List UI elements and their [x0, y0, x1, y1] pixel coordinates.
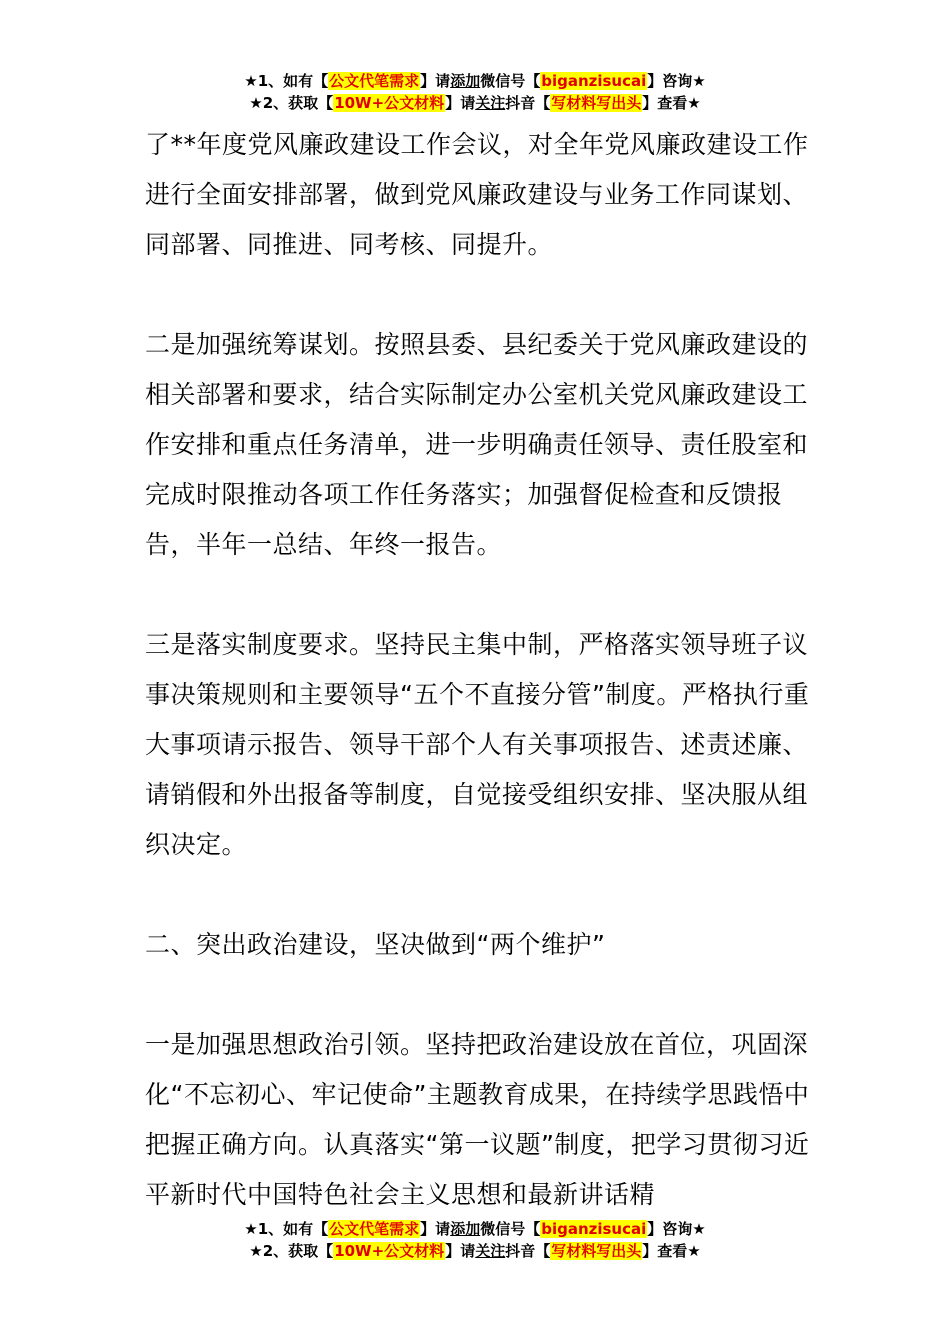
douyin-id: 写材料写出头 — [551, 94, 642, 112]
paragraph: 一是加强思想政治引领。坚持把政治建设放在首位，巩固深化“不忘初心、牢记使命”主题教育成果，在持续学思践悟中把握正确方向。认真落实“第一议题”制度，把学习贯彻习近平新时代中国特色社会主义思想和最新讲话精 — [145, 1030, 810, 1209]
promo-line-2: ★2、获取【10W+公文材料】请关注抖音【写材料写出头】查看★ — [249, 1242, 701, 1260]
paragraph: 二是加强统筹谋划。按照县委、县纪委关于党风廉政建设的相关部署和要求，结合实际制定办公室机关党风廉政建设工作安排和重点任务清单，进一步明确责任领导、责任股室和完成时限推动各项工作任务落实；加强督促检查和反馈报告，半年一总结、年终一报告。 — [145, 330, 809, 559]
document-body — [145, 120, 810, 1220]
section-heading: 二、突出政治建设，坚决做到“两个维护” — [145, 930, 606, 959]
paragraph: 了**年度党风廉政建设工作会议，对全年党风廉政建设工作进行全面安排部署，做到党风廉政建设与业务工作同谋划、同部署、同推进、同考核、同提升。 — [145, 130, 809, 259]
paragraph: 三是落实制度要求。坚持民主集中制，严格落实领导班子议事决策规则和主要领导“五个不直接分管”制度。严格执行重大事项请示报告、领导干部个人有关事项报告、述责述廉、请销假和外出报备等制度，自觉接受组织安排、坚决服从组织决定。 — [145, 630, 810, 859]
promo-highlight: 公文代笔需求 — [329, 72, 420, 90]
wechat-id: biganzisucai — [541, 1220, 647, 1238]
promo-highlight: 公文代笔需求 — [329, 1220, 420, 1238]
promo-line-1: ★1、如有【公文代笔需求】请添加微信号【biganzisucai】咨询★ — [244, 1220, 706, 1238]
promo-highlight: 10W+公文材料 — [334, 1242, 445, 1260]
promo-line-2: ★2、获取【10W+公文材料】请关注抖音【写材料写出头】查看★ — [249, 94, 701, 112]
douyin-id: 写材料写出头 — [551, 1242, 642, 1260]
promo-banner-bottom — [0, 1218, 950, 1262]
promo-line-1: ★1、如有【公文代笔需求】请添加微信号【biganzisucai】咨询★ — [244, 72, 706, 90]
promo-highlight: 10W+公文材料 — [334, 94, 445, 112]
wechat-id: biganzisucai — [541, 72, 647, 90]
promo-banner-top — [0, 70, 950, 114]
